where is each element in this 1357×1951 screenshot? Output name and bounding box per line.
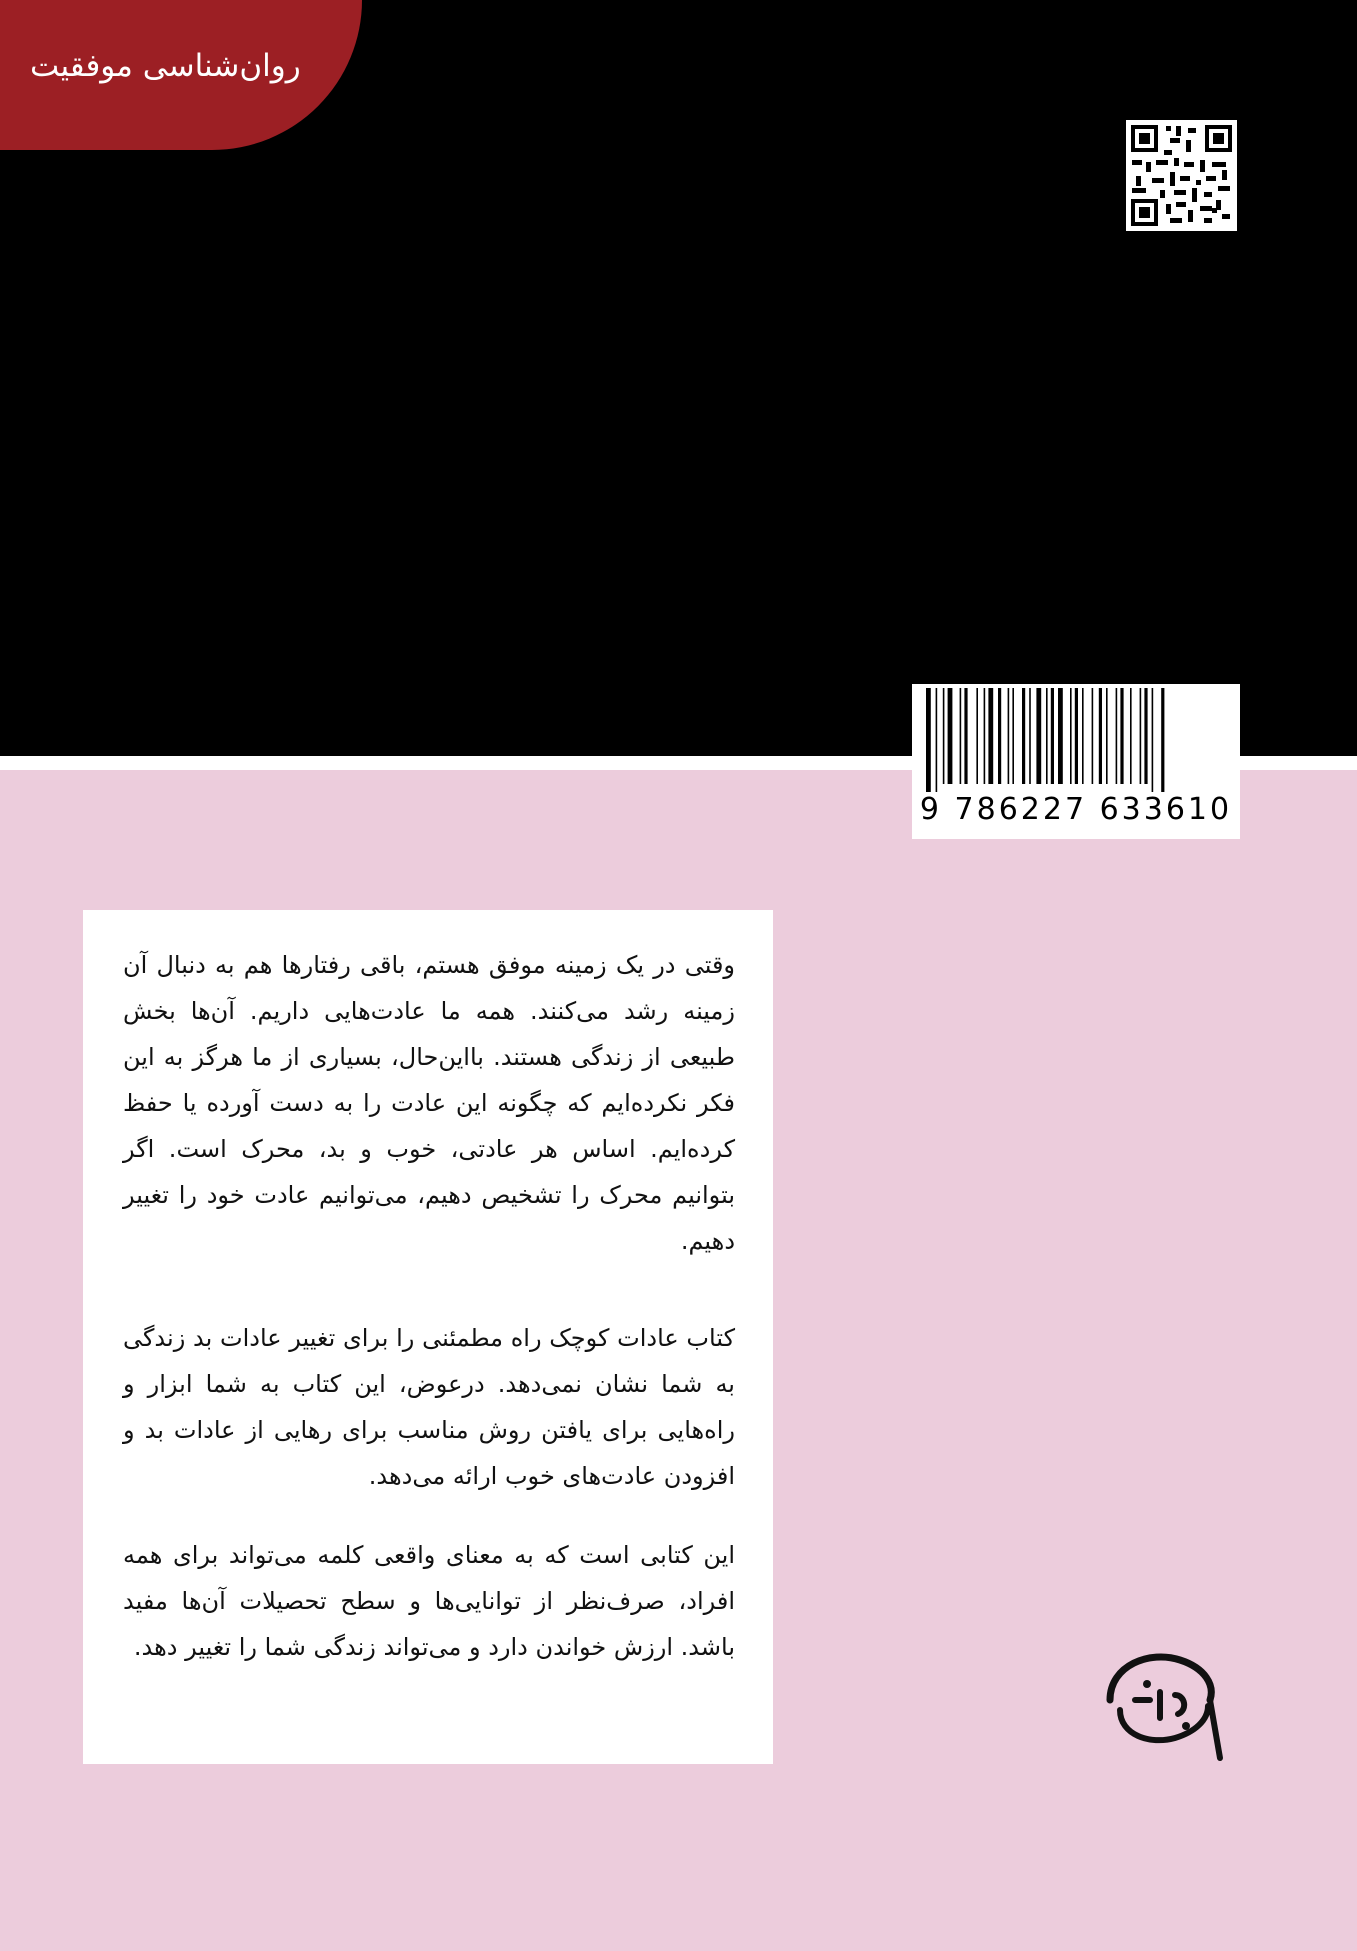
barcode-bar bbox=[1029, 688, 1031, 784]
barcode-bar bbox=[1120, 688, 1123, 784]
barcode-bar bbox=[984, 688, 986, 784]
barcode-bar bbox=[1008, 688, 1010, 784]
barcode-icon bbox=[922, 688, 1230, 792]
barcode-bar bbox=[943, 688, 945, 784]
barcode-bar bbox=[1012, 688, 1014, 784]
blurb-paragraph-1: وقتی در یک زمینه موفق هستم، باقی رفتارها هم به دنبال آن زمینه رشد می‌کنند. همه ما عادت‌هایی داریم. آن‌ها بخش طبیعی از زندگی هستند. بااین‌حال، بسیاری از ما هرگز به این فکر نکرده‌ایم که چگونه این عادت را به دست آورده یا حفظ کرده‌ایم. اساس هر عادتی، خوب و بد، محرک است. اگر بتوانیم محرک را تشخیص دهیم، می‌توانیم عادت خود را تغییر دهیم. bbox=[123, 951, 735, 1255]
blurb-panel bbox=[83, 910, 773, 1764]
qr-code-icon bbox=[1126, 120, 1237, 231]
barcode-bar bbox=[964, 688, 967, 784]
barcode-bar bbox=[988, 688, 993, 784]
barcode-bar bbox=[1140, 688, 1142, 784]
blurb-paragraph-3: این کتابی است که به معنای واقعی کلمه می‌تواند برای همه افراد، صرف‌نظر از توانایی‌ها و سطح تحصیلات آن‌ها مفید باشد. ارزش خواندن دارد و می‌تواند زندگی شما را تغییر دهد. bbox=[123, 1541, 735, 1661]
barcode-bar bbox=[1116, 688, 1118, 784]
barcode-bar bbox=[1022, 688, 1025, 784]
barcode-bar bbox=[960, 688, 962, 784]
barcode-bar bbox=[1051, 688, 1054, 784]
barcode-bar bbox=[1082, 688, 1084, 784]
barcode-bar bbox=[936, 688, 938, 792]
barcode-bar bbox=[1099, 688, 1102, 784]
isbn-digits: 9 786227 633610 bbox=[919, 792, 1233, 827]
barcode-bar bbox=[998, 688, 1001, 784]
barcode-bar bbox=[1161, 688, 1164, 792]
barcode-bar bbox=[1058, 688, 1063, 784]
barcode-bar bbox=[1092, 688, 1094, 784]
barcode-bar bbox=[1046, 688, 1048, 784]
barcode-bar bbox=[948, 688, 953, 784]
barcode-bar bbox=[1075, 688, 1078, 784]
barcode-bar bbox=[976, 688, 978, 784]
barcode-bar bbox=[1144, 688, 1147, 784]
barcode-bar bbox=[1070, 688, 1072, 784]
barcode-bar bbox=[1152, 688, 1154, 792]
barcode-bar bbox=[1130, 688, 1132, 784]
publisher-logo-icon bbox=[1090, 1640, 1240, 1770]
barcode bbox=[912, 684, 1240, 839]
blurb-paragraph-2: کتاب عادات کوچک راه مطمئنی را برای تغییر عادات بد زندگی به شما نشان نمی‌دهد. درعوض، این کتاب به شما ابزار و راه‌هایی برای یافتن روش مناسب برای رهایی از عادات بد و افزودن عادت‌های خوب ارائه می‌دهد. bbox=[123, 1324, 735, 1490]
category-label: روان‌شناسی موفقیت bbox=[30, 48, 301, 84]
barcode-bar bbox=[1106, 688, 1108, 784]
barcode-bar bbox=[926, 688, 931, 792]
barcode-bar bbox=[1036, 688, 1041, 784]
